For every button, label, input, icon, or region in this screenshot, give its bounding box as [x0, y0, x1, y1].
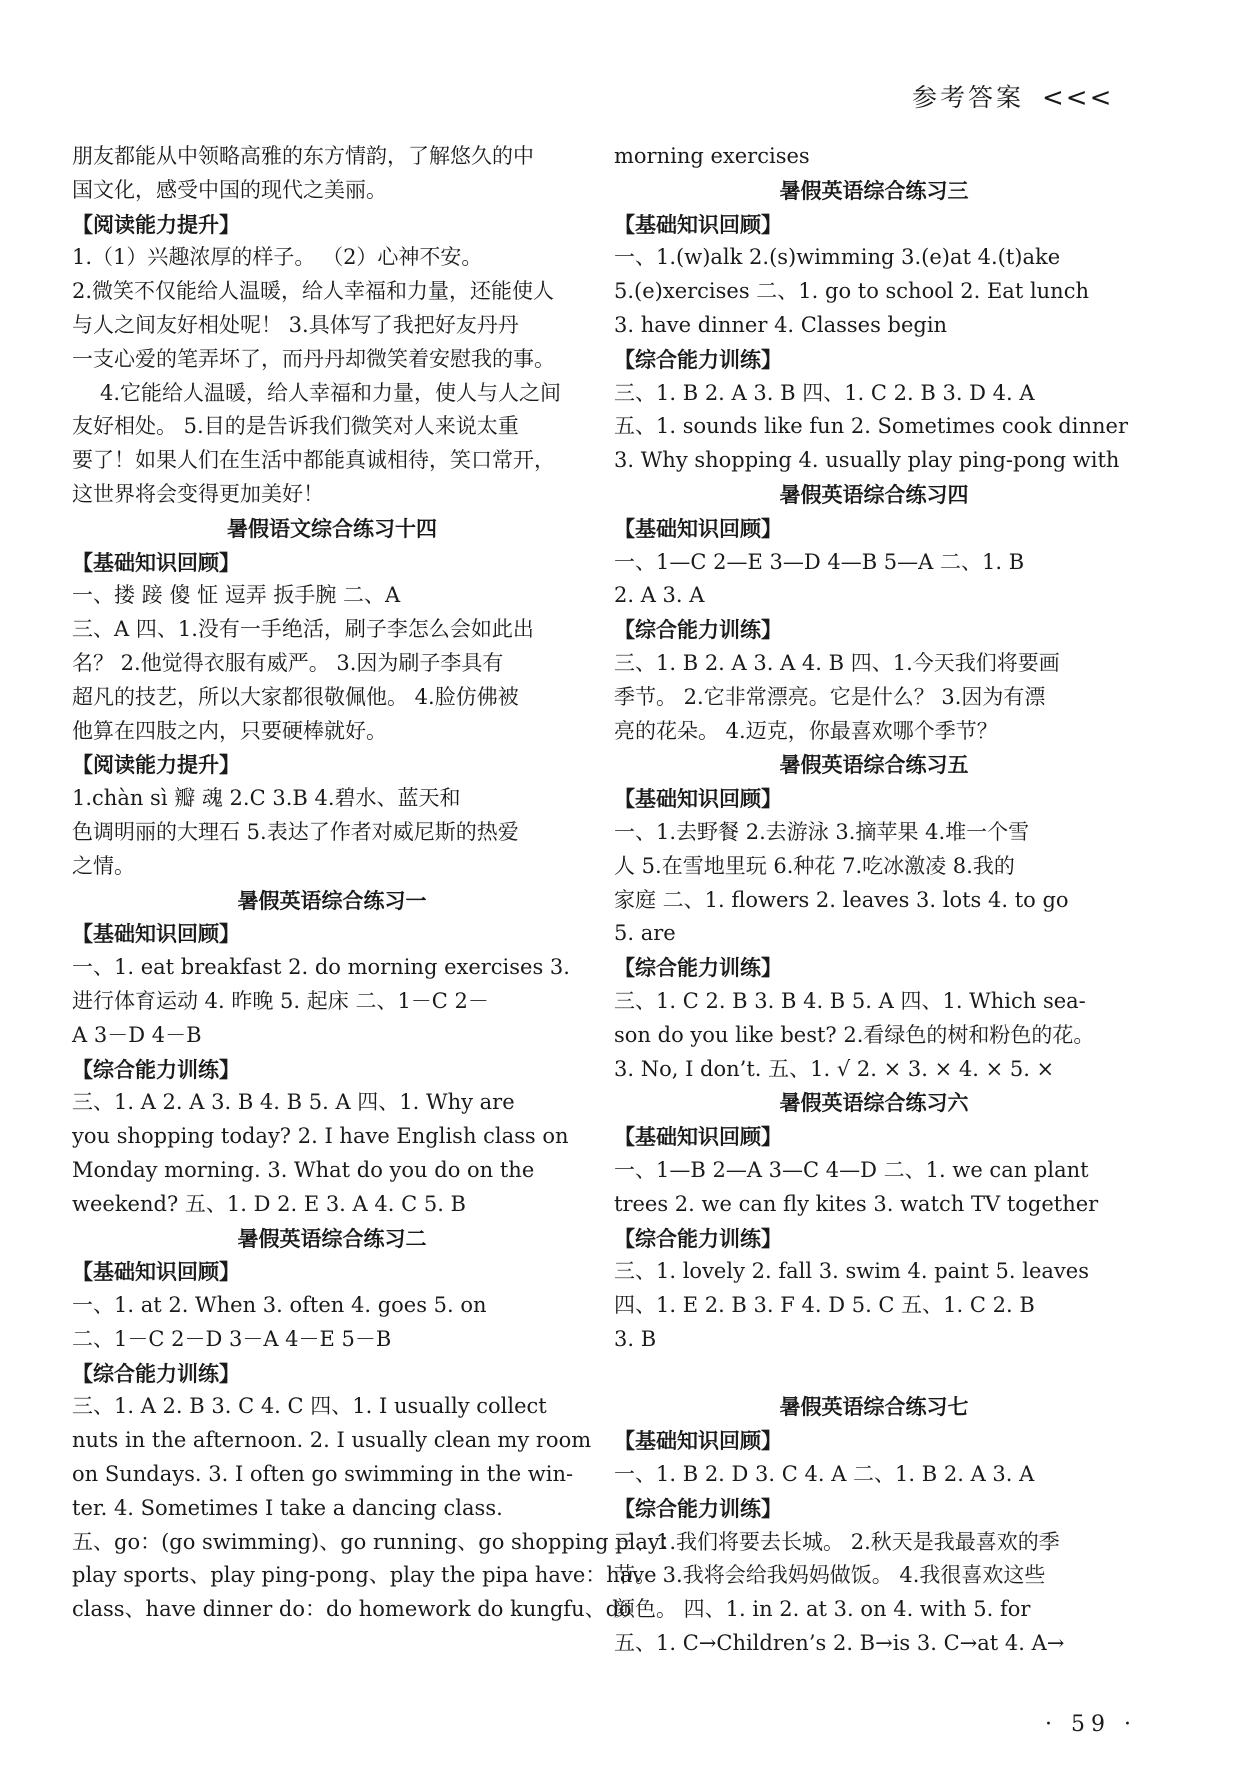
header-title: 参考答案 — [912, 83, 1025, 112]
answer-line: nuts in the afternoon. 2. I usually clean my room — [72, 1428, 592, 1453]
right-column — [614, 140, 1134, 1661]
answer-line: 3. No, I don’t. 五、1. √ 2. × 3. × 4. × 5. × — [614, 1056, 1055, 1081]
section-heading: 【综合能力训练】 — [614, 346, 782, 372]
answer-line: morning exercises — [614, 144, 810, 168]
page-header — [912, 78, 1113, 114]
answer-line: 三、1. A 2. B 3. C 4. C 四、1. I usually collect — [72, 1394, 547, 1419]
section-heading: 【基础知识回顾】 — [614, 515, 782, 541]
answer-line: 一、1—C 2—E 3—D 4—B 5—A 二、1. B — [614, 549, 1025, 574]
answer-line: 5.(e)xercises 二、1. go to school 2. Eat lunch — [614, 279, 1089, 304]
section-heading: 【基础知识回顾】 — [72, 1259, 240, 1285]
answer-line: ter. 4. Sometimes I take a dancing class. — [72, 1495, 503, 1520]
answer-line: you shopping today? 2. I have English class on — [72, 1124, 569, 1149]
answer-line: 五、go：(go swimming)、go running、go shopping play： — [72, 1529, 681, 1554]
section-title: 暑假英语综合练习四 — [779, 481, 969, 507]
section-heading: 【基础知识回顾】 — [72, 549, 240, 575]
answer-line: 名？ 2.他觉得衣服有威严。 3.因为刷子李具有 — [72, 650, 504, 675]
answer-line: 一、搂 踥 傻 怔 逗弄 扳手腕 二、A — [72, 583, 401, 608]
answer-line: 颜色。 四、1. in 2. at 3. on 4. with 5. for — [614, 1597, 1031, 1622]
answer-line: 三、A 四、1.没有一手绝活，刷子李怎么会如此出 — [72, 617, 534, 642]
section-title: 暑假英语综合练习七 — [779, 1394, 969, 1420]
answer-line: trees 2. we can fly kites 3. watch TV together — [614, 1191, 1099, 1216]
answer-line: 四、1. E 2. B 3. F 4. D 5. C 五、1. C 2. B — [614, 1293, 1035, 1318]
answer-line: 人 5.在雪地里玩 6.种花 7.吃冰激凌 8.我的 — [614, 853, 1015, 878]
answer-line: 一、1. B 2. D 3. C 4. A 二、1. B 2. A 3. A — [614, 1462, 1035, 1487]
section-heading: 【基础知识回顾】 — [614, 211, 782, 237]
answer-line: 与人之间友好相处呢！ 3.具体写了我把好友丹丹 — [72, 312, 519, 337]
answer-line: 5. are — [614, 921, 676, 946]
answer-line: 进行体育运动 4. 昨晚 5. 起床 二、1－C 2－ — [72, 988, 489, 1013]
answer-line: 一支心爱的笔弄坏了，而丹丹却微笑着安慰我的事。 — [72, 346, 555, 371]
answer-line: son do you like best? 2.看绿色的树和粉色的花。 — [614, 1022, 1095, 1047]
answer-line: 色调明丽的大理石 5.表达了作者对威尼斯的热爱 — [72, 819, 519, 844]
answer-line: 季节。 2.它非常漂亮。它是什么？ 3.因为有漂 — [614, 684, 1046, 709]
answer-line: 4.它能给人温暖，给人幸福和力量，使人与人之间 — [100, 380, 562, 405]
section-heading: 【综合能力训练】 — [614, 617, 782, 643]
section-title: 暑假语文综合练习十四 — [227, 515, 437, 541]
answer-line: 他算在四肢之内，只要硬棒就好。 — [72, 718, 387, 743]
answer-line: 三、1. B 2. A 3. B 四、1. C 2. B 3. D 4. A — [614, 380, 1035, 405]
answer-line: 一、1.(w)alk 2.(s)wimming 3.(e)at 4.(t)ake — [614, 245, 1061, 270]
section-heading: 【综合能力训练】 — [72, 1360, 240, 1386]
answer-line: play sports、play ping-pong、play the pipa have：have — [72, 1563, 657, 1588]
answer-line: 一、1—B 2—A 3—C 4—D 二、1. we can plant — [614, 1157, 1089, 1182]
answer-line: class、have dinner do：do homework do kungfu、do — [72, 1597, 632, 1622]
section-heading: 【综合能力训练】 — [72, 1056, 240, 1082]
answer-line: 五、1. sounds like fun 2. Sometimes cook dinner — [614, 414, 1128, 439]
section-title: 暑假英语综合练习二 — [237, 1225, 427, 1251]
answer-line: 这世界将会变得更加美好！ — [72, 481, 324, 506]
answer-line: 友好相处。 5.目的是告诉我们微笑对人来说太重 — [72, 414, 519, 439]
answer-line: 之情。 — [72, 853, 135, 878]
answer-line: 三、1. lovely 2. fall 3. swim 4. paint 5. leaves — [614, 1259, 1089, 1284]
section-heading: 【阅读能力提升】 — [72, 752, 240, 778]
section-heading: 【综合能力训练】 — [614, 955, 782, 981]
answer-line: 三、1. B 2. A 3. A 4. B 四、1.今天我们将要画 — [614, 650, 1060, 675]
answer-line: 朋友都能从中领略高雅的东方情韵，了解悠久的中 — [72, 144, 534, 168]
answer-line: 节。 3.我将会给我妈妈做饭。 4.我很喜欢这些 — [614, 1563, 1046, 1588]
answer-line: 1.（1）兴趣浓厚的样子。 （2）心神不安。 — [72, 245, 483, 270]
answer-line: 3. Why shopping 4. usually play ping-pong with — [614, 448, 1120, 473]
answer-line: on Sundays. 3. I often go swimming in the win- — [72, 1462, 574, 1487]
answer-line: A 3－D 4－B — [72, 1022, 202, 1047]
answer-line: 3. B — [614, 1326, 657, 1351]
answer-line: 2.微笑不仅能给人温暖，给人幸福和力量，还能使人 — [72, 279, 555, 304]
answer-line: 家庭 二、1. flowers 2. leaves 3. lots 4. to go — [614, 887, 1069, 912]
section-title: 暑假英语综合练习三 — [779, 177, 969, 203]
answer-line: 要了！如果人们在生活中都能真诚相待，笑口常开， — [72, 448, 555, 473]
section-heading: 【阅读能力提升】 — [72, 211, 240, 237]
section-heading: 【基础知识回顾】 — [614, 1428, 782, 1454]
answer-line: 三、1. A 2. A 3. B 4. B 5. A 四、1. Why are — [72, 1090, 515, 1115]
answer-line: 一、1.去野餐 2.去游泳 3.摘苹果 4.堆一个雪 — [614, 819, 1030, 844]
answer-line: 3. have dinner 4. Classes begin — [614, 312, 948, 337]
blank-line — [614, 1357, 1134, 1391]
answer-line: 亮的花朵。 4.迈克，你最喜欢哪个季节？ — [614, 718, 998, 743]
section-heading: 【基础知识回顾】 — [72, 921, 240, 947]
section-heading: 【综合能力训练】 — [614, 1225, 782, 1251]
section-heading: 【基础知识回顾】 — [614, 786, 782, 812]
answer-line: weekend? 五、1. D 2. E 3. A 4. C 5. B — [72, 1191, 466, 1216]
answer-line: 一、1. at 2. When 3. often 4. goes 5. on — [72, 1293, 487, 1318]
page-number: · 59 · — [1045, 1712, 1137, 1737]
answer-line: 国文化，感受中国的现代之美丽。 — [72, 177, 387, 202]
answer-line: 三、1. C 2. B 3. B 4. B 5. A 四、1. Which sea- — [614, 988, 1086, 1013]
answer-line: 二、1－C 2－D 3－A 4－E 5－B — [72, 1326, 392, 1351]
answer-line: 2. A 3. A — [614, 583, 705, 608]
section-title: 暑假英语综合练习一 — [237, 887, 427, 913]
section-title: 暑假英语综合练习五 — [779, 752, 969, 778]
section-title: 暑假英语综合练习六 — [779, 1090, 969, 1116]
answer-line: 1.chàn sì 瓣 魂 2.C 3.B 4.碧水、蓝天和 — [72, 786, 461, 811]
header-arrows-icon: <<< — [1042, 83, 1114, 113]
answer-line: 一、1. eat breakfast 2. do morning exercises 3. — [72, 955, 570, 980]
answer-line: Monday morning. 3. What do you do on the — [72, 1157, 535, 1182]
section-heading: 【综合能力训练】 — [614, 1495, 782, 1521]
answer-line: 三、1.我们将要去长城。 2.秋天是我最喜欢的季 — [614, 1529, 1060, 1554]
section-heading: 【基础知识回顾】 — [614, 1124, 782, 1150]
answer-line: 超凡的技艺，所以大家都很敬佩他。 4.脸仿佛被 — [72, 684, 519, 709]
answer-line: 五、1. C→Children’s 2. B→is 3. C→at 4. A→ — [614, 1631, 1065, 1656]
